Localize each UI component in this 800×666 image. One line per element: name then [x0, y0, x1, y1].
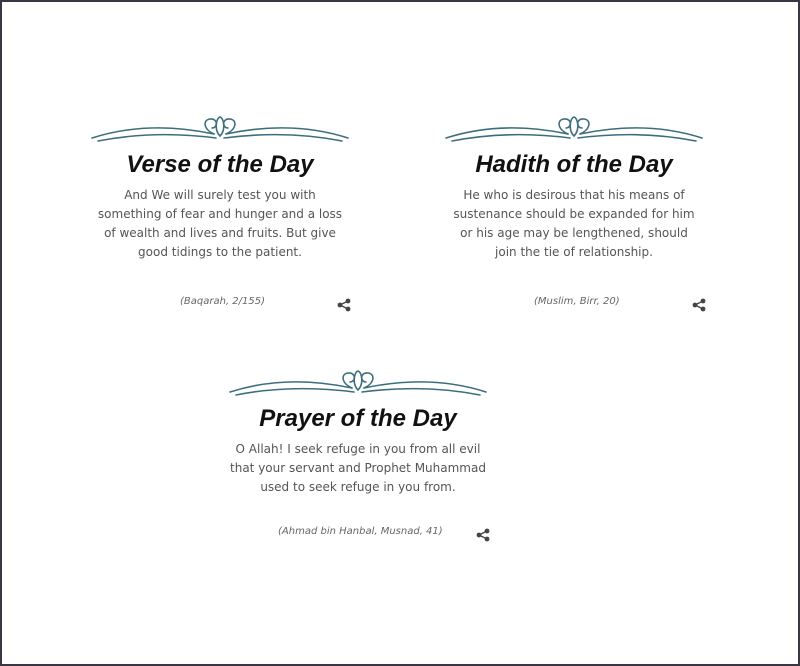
- page: [2, 2, 798, 664]
- prayer-of-the-day-card: [226, 368, 490, 497]
- card-title: Prayer of the Day: [259, 405, 457, 432]
- share-icon[interactable]: [476, 528, 490, 542]
- ornament-divider-icon: [442, 114, 706, 148]
- card-source: (Ahmad bin Hanbal, Musnad, 41): [278, 526, 443, 537]
- card-text: O Allah! I seek refuge in you from all evil that your servant and Prophet Muhammad used to seek refuge in you from.: [230, 442, 486, 494]
- ornament-divider-icon: [88, 114, 352, 148]
- card-text: He who is desirous that his means of sustenance should be expanded for him or his age may be lengthened, should join the tie of relationship.: [453, 188, 695, 259]
- verse-of-the-day-card: [88, 114, 352, 262]
- hadith-of-the-day-card: [442, 114, 706, 262]
- card-text: And We will surely test you with something of fear and hunger and a loss of wealth and lives and fruits. But give good tidings to the patient.: [97, 188, 343, 259]
- share-icon[interactable]: [692, 298, 706, 312]
- card-title: Verse of the Day: [126, 151, 314, 178]
- share-icon[interactable]: [337, 298, 351, 312]
- ornament-divider-icon: [226, 368, 490, 402]
- card-source: (Muslim, Birr, 20): [534, 296, 620, 307]
- card-source: (Baqarah, 2/155): [180, 296, 266, 307]
- card-title: Hadith of the Day: [475, 151, 673, 178]
